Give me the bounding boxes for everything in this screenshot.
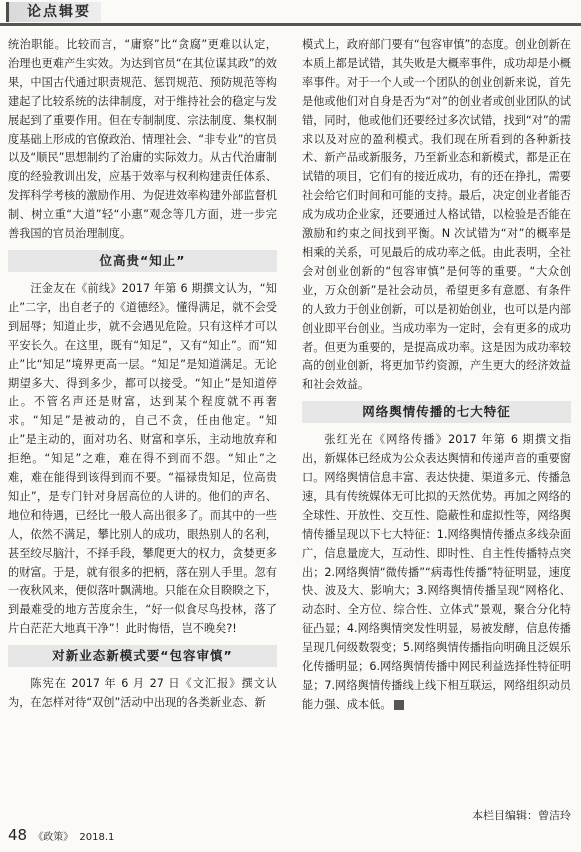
- left-column: [8, 36, 277, 713]
- section-heading-zhizhi: [8, 248, 277, 274]
- page-number: 48: [8, 826, 28, 844]
- page-footer: [8, 826, 114, 847]
- article-text: 张红光在《网络传播》2017 年第 6 期撰文指出，新媒体已经成为公众表达舆情和传递声音的重要窗口。网络舆情信息丰富、表达快捷、渠道多元、传播急速，具有传统媒体无可比拟的天然优势。再加之网络的全球性、开放性、交互性、隐蔽性和虚拟性等，网络舆情传播呈现以下七大特征：1.网络舆情传播点多线杂面广，信息量庞大，互动性、即时性、自主性传播特点突出；2.网络舆情“微传播”“病毒性传播”特征明显，速度快、波及大、影响大；3.网络舆情传播呈现“网格化、动态时、全方位、综合性、立体式”景观，聚合分化特征凸显；4.网络舆情突发性明显，易被发酵，信息传播呈现几何级数裂变；5.网络舆情传播指向明确且泛娱乐化传播明显；6.网络舆情传播中网民利益选择性特征明显；7.网络舆情传播线上线下相互联运，网络组织动员能力强、成本低。: [302, 433, 571, 711]
- section-heading-text: 位高贵“知止”: [99, 252, 186, 268]
- section-heading-baorong: [8, 643, 277, 669]
- section-heading-text: 对新业态新模式要“包容审慎”: [52, 648, 233, 664]
- end-mark-icon: S: [394, 700, 404, 710]
- header-rule: [0, 23, 581, 26]
- editor-credit: 本栏目编辑：曾洁玲: [472, 809, 571, 822]
- section-header: [0, 0, 581, 24]
- section-heading-text: 网络舆情传播的七大特征: [362, 404, 511, 420]
- right-column: [302, 36, 571, 715]
- section-label: 论点辑要: [6, 2, 101, 22]
- article-paragraph-yuqing: [302, 431, 571, 715]
- magazine-name: 《政策》: [33, 832, 74, 843]
- article-paragraph-zhizhi: 汪金友在《前线》2017 年第 6 期撰文认为，“知止”二字，出自老子的《道德经》。懂得满足，就不会受到屈辱；知道止步，就不会遇见危险。只有这样才可以平安长久。在这里，既有“知足”，又有“知止”。而“知止”比“知足”境界更高一层。“知足”是知道满足。无论期望多大、得到多少，都可以接受。“知止”是知道停止。不管名声还是财富，达到某个程度就不再奢求。“知足”是被动的，自己不贪，任由他定。“知止”是主动的，面对功名、财富和享乐，主动地放弃和拒绝。“知足”之难，难在得不到而不怨。“知止”之难，难在能得到该得到而不要。“福禄贵知足，位高贵知止”，是专门针对身居高位的人讲的。他们的声名、地位和待遇，已经比一般人高出很多了。而其中的一些人，依然不满足，攀比别人的成功，眼热别人的名利，甚至绞尽脑汁，不择手段，攀爬更大的权力，贪婪更多的财富。于是，就有很多的把柄，落在别人手里。忽有一夜秋风来，便似落叶飘满地。只能在众目睽睽之下，到最难受的地方苦度余生，“好一似食尽鸟投林，落了片白茫茫大地真干净”！此时悔悟，岂不晚矣?!: [8, 281, 277, 636]
- intro-paragraph: 统治职能。比较而言，“庸察”比“贪腐”更难以认定，治理也更难产生实效。为达到官员“在其位谋其政”的效果，中国古代通过职责规范、惩罚规范、预防规范等构建起了比较系统的法律制度，对于维持社会的稳定与发展起到了重要作用。但在专制制度、宗法制度、集权制度基础上形成的官僚政治、情理社会、“非专业”的官员以及“顺民”思想制约了治庸的实际效力。从古代治庸制度的经验教训出发，应基于效率与权利构建责任体系、发挥科学考核的激励作用、为促进效率构建外部监督机制、树立重“大道”轻“小惠”观念等几方面，进一步完善我国的官员治理制度。: [8, 38, 277, 241]
- issue-number: 2018.1: [79, 832, 115, 843]
- article-paragraph-baorong-continued: 模式上，政府部门要有“包容审慎”的态度。创业创新在本质上都是试错，其失败是大概率事件，成功却是小概率事件。对于一个人或一个团队的创业创新来说，首先是他或他们对自身是否为“对”的创业者或创业团队的试错，同时，他或他们还要经过多次试错，找到“对”的需求以及对应的盈利模式。我们现在所看到的各种新技术、新产品或新服务，乃至新业态和新模式，都是正在试错的项目，它们有的接近成功，有的还在挣扎，需要社会给它们时间和可能的支持。最后，决定创业者能否成为成功企业家，还要通过人格试错，以检验是否能在激励和约束之间找到平衡。N 次试错为“对”的概率是相乘的关系，可见最后的成功率之低。由此表明，全社会对创业创新的“包容审慎”是何等的重要。“大众创业，万众创新”是社会动员，希望更多有意愿、有条件的人致力于创业创新，可以是初始创业，也可以是内部创业即平台创业。当成功率为一定时，会有更多的成功者。但更为重要的，是提高成功率。这是因为成功率较高的创业创新，将更加节约资源，产生更大的经济效益和社会效益。: [302, 38, 571, 392]
- section-heading-yuqing: [302, 399, 571, 425]
- article-paragraph-baorong: 陈宪在 2017 年 6 月 27 日《文汇报》撰文认为，在怎样对待“双创”活动中出现的各类新业态、新: [8, 677, 277, 710]
